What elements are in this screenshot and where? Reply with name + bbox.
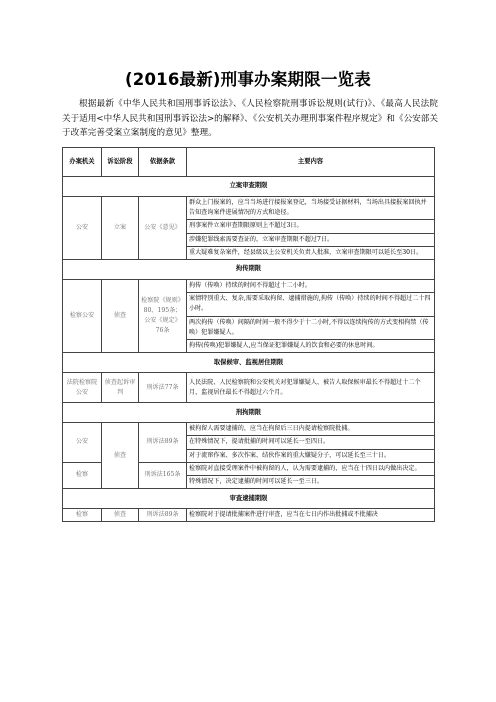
cell-content: 对于流窜作案、多次作案、结伙作案的重大嫌疑分子，可以延长至三十日。 bbox=[187, 449, 435, 462]
section-row bbox=[63, 177, 435, 197]
cell-organ: 检察 bbox=[63, 509, 102, 522]
table-row bbox=[63, 373, 435, 403]
section-row bbox=[63, 260, 435, 280]
cell-stage: 侦查 bbox=[102, 423, 139, 489]
cell-stage: 立案 bbox=[102, 197, 139, 260]
cell-basis: 刑诉法89条 bbox=[139, 423, 187, 463]
cell-content: 检察院对直接受理案件中被拘留的人，认为需要逮捕的，应当在十四日以内做出决定。 bbox=[187, 462, 435, 475]
section-row bbox=[63, 489, 435, 509]
cell-stage: 侦查起诉审判 bbox=[102, 373, 139, 403]
section-row bbox=[63, 403, 435, 423]
header-content: 主要内容 bbox=[187, 148, 435, 177]
intro-paragraph: 根据最新《中华人民共和国刑事诉讼法》、《人民检察院刑事诉讼规则(试行)》、《最高人民法院关于适用<中华人民共和国刑事诉讼法>的解释》、《公安机关办理刑事案件程序规定》和《公安部关于改革完善受案立案制度的意见》整理。 bbox=[62, 99, 438, 139]
cell-organ: 检察 bbox=[63, 462, 102, 488]
table-header-row bbox=[63, 148, 435, 177]
cell-organ: 法院检察院公安 bbox=[63, 373, 102, 403]
cell-content: 两次拘传（传唤）间隔的时间一般不得少于十二小时,不得以连续拘传的方式变相拘禁（传唤）犯罪嫌疑人。 bbox=[187, 316, 435, 339]
cell-basis: 刑诉法89条 bbox=[139, 509, 187, 522]
cell-organ: 公安 bbox=[63, 423, 102, 463]
header-basis: 依据条款 bbox=[139, 148, 187, 177]
document-title: (2016最新)刑事办案期限一览表 bbox=[125, 70, 371, 89]
table-row bbox=[63, 423, 435, 436]
section-title-arrest-review: 审查逮捕期限 bbox=[63, 489, 435, 509]
cell-basis: 刑诉法165条 bbox=[139, 462, 187, 488]
section-title-detention: 刑拘期限 bbox=[63, 403, 435, 423]
table-row bbox=[63, 197, 435, 220]
cell-content: 案情特别重大、复杂,需要采取拘留、逮捕措施的,拘传（传唤）持续的时间不得超过二十四小时。 bbox=[187, 293, 435, 316]
cell-content: 特殊情况下，决定逮捕的时间可以延长一至三日。 bbox=[187, 476, 435, 489]
cell-stage: 侦查 bbox=[102, 509, 139, 522]
cell-organ: 公安 bbox=[63, 197, 102, 260]
section-title-filing: 立案审查期限 bbox=[63, 177, 435, 197]
cell-content: 重大疑难复杂案件，经县级以上公安机关负责人批准，立案审查期限可以延长至30日。 bbox=[187, 246, 435, 259]
cell-basis: 公安《意见》 bbox=[139, 197, 187, 260]
cell-organ: 检察公安 bbox=[63, 280, 102, 353]
header-stage: 诉讼阶段 bbox=[102, 148, 139, 177]
header-organ: 办案机关 bbox=[63, 148, 102, 177]
cell-basis: 检察院《规则》80、195条；公安《规定》76条 bbox=[139, 280, 187, 353]
cell-content: 在特殊情况下，提请批捕的时间可以延长一至四日。 bbox=[187, 436, 435, 449]
cell-stage: 侦查 bbox=[102, 280, 139, 353]
cell-content: 拘传（传唤）持续的时间不得超过十二小时。 bbox=[187, 280, 435, 293]
cell-content: 人民法院、人民检察院和公安机关对犯罪嫌疑人、被告人取保候审最长不得超过十二个月，监视居住最长不得超过六个月。 bbox=[187, 373, 435, 403]
cell-content: 被拘留人需要逮捕的，应当在拘留后三日内提请检察院批捕。 bbox=[187, 423, 435, 436]
section-title-summons: 拘传期限 bbox=[63, 260, 435, 280]
section-row bbox=[63, 353, 435, 373]
cell-content: 刑事案件立案审查期限原则上不超过3日。 bbox=[187, 220, 435, 233]
cell-content: 检察院对于提请批捕案件进行审查，应当在七日内作出批捕或不批捕决 bbox=[187, 509, 435, 522]
cell-content: 群众上门报案的，应当当场进行接报案登记，当场接受证据材料，当场出具接报案回执并告知查询案件进展情况的方式和途径。 bbox=[187, 197, 435, 220]
section-title-bail: 取保候审、监视居住期限 bbox=[63, 353, 435, 373]
table-row bbox=[63, 509, 435, 522]
deadline-table bbox=[62, 147, 435, 522]
table-row bbox=[63, 280, 435, 293]
cell-basis: 刑诉法77条 bbox=[139, 373, 187, 403]
cell-content: 拘传(传唤)犯罪嫌疑人,应当保证犯罪嫌疑人的饮食和必要的休息时间。 bbox=[187, 340, 435, 353]
cell-content: 涉嫌犯罪线索需要查证的，立案审查期限不超过7日。 bbox=[187, 233, 435, 246]
